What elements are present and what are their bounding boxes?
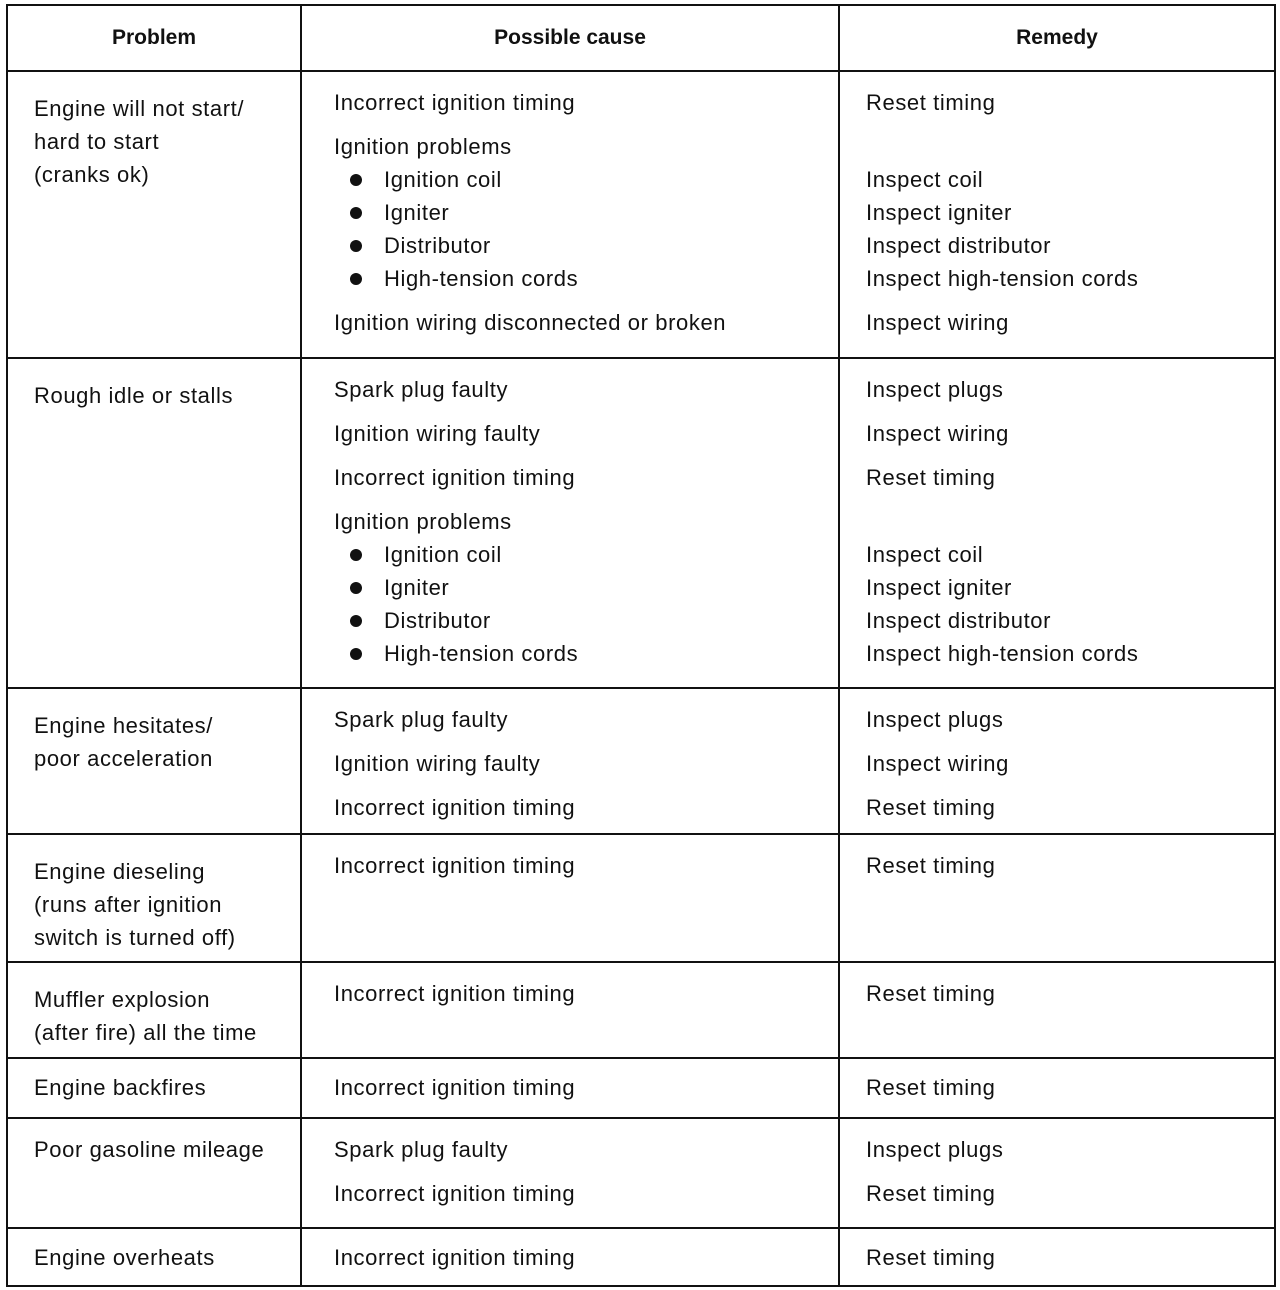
cause-subitem xyxy=(334,262,830,295)
problem-cell xyxy=(7,962,301,1058)
cause-subitem xyxy=(334,637,830,670)
remedy-item: Inspect distributor xyxy=(866,608,1052,633)
cause-item: Spark plug faulty xyxy=(334,377,509,402)
problem-cell xyxy=(7,358,301,688)
cause-subitem xyxy=(334,229,830,262)
cause-subitem xyxy=(334,604,830,637)
cause-item: Incorrect ignition timing xyxy=(334,1075,576,1100)
cause-subitem-text: Ignition coil xyxy=(384,542,502,567)
cause-subitem-text: High-tension cords xyxy=(384,641,579,666)
cause-subitem xyxy=(334,196,830,229)
remedy-item: Reset timing xyxy=(866,1075,996,1100)
remedy-item: Inspect igniter xyxy=(866,575,1012,600)
bullet-icon xyxy=(350,240,362,252)
remedy-item: Inspect plugs xyxy=(866,1137,1004,1162)
header-remedy: Remedy xyxy=(839,5,1275,71)
cause-cell xyxy=(301,358,839,688)
remedy-item: Reset timing xyxy=(866,1181,996,1206)
remedy-item: Reset timing xyxy=(866,465,996,490)
cause-subitem-text: Distributor xyxy=(384,233,491,258)
cause-cell xyxy=(301,834,839,962)
problem-cell xyxy=(7,71,301,358)
problem-text: Engine overheats xyxy=(34,1245,215,1270)
cause-item: Incorrect ignition timing xyxy=(334,465,576,490)
remedy-item: Inspect wiring xyxy=(866,751,1009,776)
table-row xyxy=(7,1058,1275,1118)
problem-cell xyxy=(7,1118,301,1228)
remedy-item: Reset timing xyxy=(866,1245,996,1270)
cause-item: Incorrect ignition timing xyxy=(334,1181,576,1206)
problem-text: (after fire) all the time xyxy=(34,1020,257,1045)
cause-item: Incorrect ignition timing xyxy=(334,981,576,1006)
bullet-icon xyxy=(350,615,362,627)
remedy-cell xyxy=(839,1118,1275,1228)
remedy-item: Inspect high-tension cords xyxy=(866,266,1139,291)
cause-item: Incorrect ignition timing xyxy=(334,1245,576,1270)
problem-text: Muffler explosion xyxy=(34,987,211,1012)
bullet-icon xyxy=(350,648,362,660)
remedy-item: Reset timing xyxy=(866,981,996,1006)
cause-subitem-text: High-tension cords xyxy=(384,266,579,291)
cause-subitem-text: Distributor xyxy=(384,608,491,633)
cause-item: Ignition wiring faulty xyxy=(334,751,541,776)
remedy-item: Inspect high-tension cords xyxy=(866,641,1139,666)
problem-text: Engine backfires xyxy=(34,1075,207,1100)
header-row xyxy=(7,5,1275,71)
cause-item: Ignition problems xyxy=(334,134,512,159)
cause-item: Spark plug faulty xyxy=(334,1137,509,1162)
table-row xyxy=(7,834,1275,962)
remedy-cell xyxy=(839,71,1275,358)
bullet-icon xyxy=(350,273,362,285)
cause-item: Ignition wiring disconnected or broken xyxy=(334,310,727,335)
cause-subitem xyxy=(334,163,830,196)
cause-item: Incorrect ignition timing xyxy=(334,795,576,820)
cause-item: Spark plug faulty xyxy=(334,707,509,732)
troubleshooting-table-page xyxy=(6,4,1274,1286)
table-row xyxy=(7,71,1275,358)
cause-cell xyxy=(301,71,839,358)
bullet-icon xyxy=(350,207,362,219)
cause-item: Ignition problems xyxy=(334,509,512,534)
cause-subitem-text: Igniter xyxy=(384,575,450,600)
problem-text: (runs after ignition xyxy=(34,892,223,917)
cause-cell xyxy=(301,1228,839,1286)
cause-item: Incorrect ignition timing xyxy=(334,853,576,878)
table-row xyxy=(7,1118,1275,1228)
problem-cell xyxy=(7,834,301,962)
remedy-cell xyxy=(839,1058,1275,1118)
cause-cell xyxy=(301,962,839,1058)
header-possible-cause: Possible cause xyxy=(301,5,839,71)
table-row xyxy=(7,962,1275,1058)
problem-cell xyxy=(7,688,301,834)
problem-text: switch is turned off) xyxy=(34,925,236,950)
cause-subitem xyxy=(334,538,830,571)
remedy-cell xyxy=(839,834,1275,962)
problem-text: poor acceleration xyxy=(34,746,213,771)
cause-cell xyxy=(301,1118,839,1228)
header-problem: Problem xyxy=(7,5,301,71)
problem-text: Engine dieseling xyxy=(34,859,206,884)
remedy-item: Inspect plugs xyxy=(866,377,1004,402)
bullet-icon xyxy=(350,549,362,561)
remedy-item: Reset timing xyxy=(866,853,996,878)
table-row xyxy=(7,688,1275,834)
cause-item: Ignition wiring faulty xyxy=(334,421,541,446)
remedy-cell xyxy=(839,358,1275,688)
cause-subitem-text: Ignition coil xyxy=(384,167,502,192)
remedy-item: Reset timing xyxy=(866,90,996,115)
remedy-item: Inspect plugs xyxy=(866,707,1004,732)
problem-text: hard to start xyxy=(34,129,160,154)
remedy-item: Inspect igniter xyxy=(866,200,1012,225)
cause-subitem xyxy=(334,571,830,604)
remedy-cell xyxy=(839,688,1275,834)
remedy-cell xyxy=(839,1228,1275,1286)
cause-item: Incorrect ignition timing xyxy=(334,90,576,115)
problem-text: Engine hesitates/ xyxy=(34,713,213,738)
table-row xyxy=(7,1228,1275,1286)
remedy-item: Inspect wiring xyxy=(866,421,1009,446)
problem-cell xyxy=(7,1058,301,1118)
remedy-item: Inspect coil xyxy=(866,542,984,567)
bullet-icon xyxy=(350,174,362,186)
remedy-item: Reset timing xyxy=(866,795,996,820)
problem-text: (cranks ok) xyxy=(34,162,150,187)
remedy-cell xyxy=(839,962,1275,1058)
cause-cell xyxy=(301,688,839,834)
cause-subitem-text: Igniter xyxy=(384,200,450,225)
problem-text: Poor gasoline mileage xyxy=(34,1137,265,1162)
remedy-item: Inspect coil xyxy=(866,167,984,192)
problem-cell xyxy=(7,1228,301,1286)
problem-text: Engine will not start/ xyxy=(34,96,245,121)
troubleshooting-table xyxy=(6,4,1276,1287)
cause-cell xyxy=(301,1058,839,1118)
problem-text: Rough idle or stalls xyxy=(34,383,234,408)
bullet-icon xyxy=(350,582,362,594)
table-row xyxy=(7,358,1275,688)
remedy-item: Inspect distributor xyxy=(866,233,1052,258)
remedy-item: Inspect wiring xyxy=(866,310,1009,335)
